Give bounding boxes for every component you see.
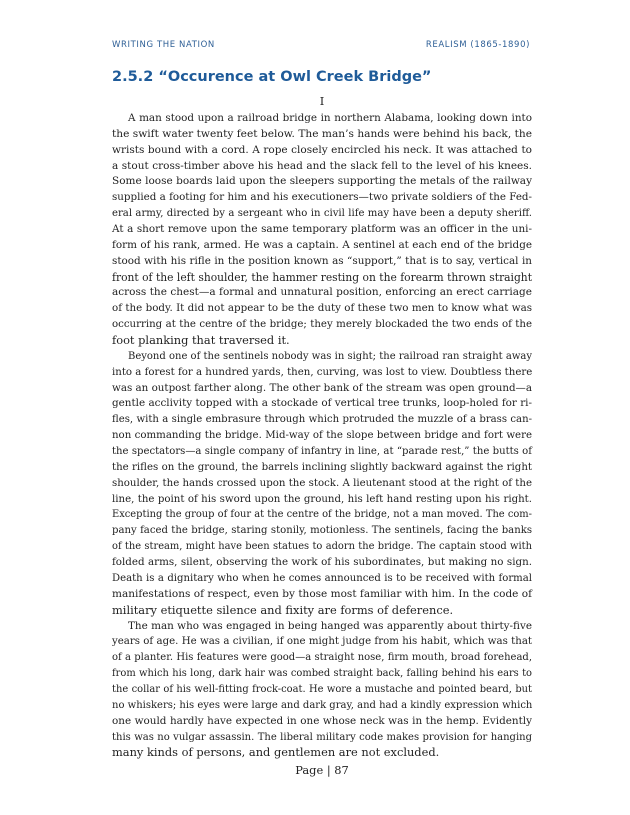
text-line: was an outpost farther along. The other bank of the stream was open ground—a: [112, 381, 532, 394]
text-line: the spectators—a single company of infantry in line, at “parade rest,” the butts of: [112, 446, 532, 458]
text-line: form of his rank, armed. He was a captain. A sentinel at each end of the bridge: [112, 238, 532, 251]
running-header-left: WRITING THE NATION: [112, 40, 215, 50]
text-line: military etiquette silence and fixity are forms of deference.: [112, 602, 454, 617]
text-line: of the stream, might have been statues to adorn the bridge. The captain stood with: [112, 541, 532, 553]
paragraph: [112, 111, 532, 349]
text-line: the collar of his well-fitting frock-coat. He wore a mustache and pointed beard, but: [112, 683, 532, 695]
text-line: eral army, directed by a sergeant who in civil life may have been a deputy sheriff.: [112, 208, 532, 220]
text-line: A man stood upon a railroad bridge in northern Alabama, looking down into: [128, 112, 532, 124]
text-line: this was no vulgar assassin. The liberal military code makes provision for hanging: [112, 731, 532, 743]
text-line: non commanding the bridge. Mid-way of the slope between bridge and fort were: [112, 430, 532, 442]
text-line: shoulder, the hands crossed upon the stock. A lieutenant stood at the right of the: [112, 477, 532, 489]
text-line: wrists bound with a cord. A rope closely encircled his neck. It was attached to: [112, 143, 532, 156]
text-line: At a short remove upon the same temporary platform was an officer in the uni-: [112, 223, 532, 236]
text-line: gentle acclivity topped with a stockade of vertical tree trunks, loop-holed for ri-: [112, 397, 532, 410]
text-line: stood with his rifle in the position known as “support,” that is to say, vertical in: [112, 254, 532, 267]
text-line: manifestations of respect, even by those most familiar with him. In the code of: [112, 587, 532, 600]
text-line: Excepting the group of four at the centre of the bridge, not a man moved. The com-: [112, 509, 532, 521]
text-line: the rifles on the ground, the barrels inclining slightly backward against the right: [112, 461, 532, 473]
text-line: Beyond one of the sentinels nobody was in sight; the railroad ran straight away: [128, 350, 532, 362]
text-line: no whiskers; his eyes were large and dark gray, and had a kindly expression which: [112, 699, 533, 711]
paragraph: [112, 619, 532, 762]
text-line: folded arms, silent, observing the work of his subordinates, but making no sign.: [112, 556, 532, 569]
text-line: front of the left shoulder, the hammer resting on the forearm thrown straight: [112, 270, 532, 284]
text-line: one would hardly have expected in one whose neck was in the hemp. Evidently: [112, 714, 532, 727]
text-line: line, the point of his sword upon the ground, his left hand resting upon his right.: [112, 493, 532, 505]
page-number: Page | 87: [295, 763, 349, 777]
paragraph: [112, 349, 532, 619]
text-line: Death is a dignitary who when he comes announced is to be received with formal: [112, 572, 532, 584]
text-line: fles, with a single embrasure through which protruded the muzzle of a brass can-: [112, 414, 532, 426]
text-line: years of age. He was a civilian, if one might judge from his habit, which was that: [112, 636, 532, 648]
text-line: the swift water twenty feet below. The man’s hands were behind his back, the: [112, 127, 532, 140]
running-header-right: REALISM (1865-1890): [425, 40, 530, 50]
text-line: across the chest—a formal and unnatural position, enforcing an erect carriage: [112, 286, 532, 299]
text-line: pany faced the bridge, staring stonily, motionless. The sentinels, facing the banks: [112, 525, 532, 537]
story-body: [112, 111, 532, 761]
section-title: 2.5.2 “Occurence at Owl Creek Bridge”: [112, 69, 432, 85]
running-header: [112, 40, 530, 50]
text-line: a stout cross-timber above his head and the slack fell to the level of his knees.: [112, 159, 532, 172]
text-line: supplied a footing for him and his executioners—two private soldiers of the Fed-: [112, 191, 532, 204]
text-line: of a planter. His features were good—a straight nose, firm mouth, broad forehead,: [112, 652, 532, 664]
text-line: of the body. It did not appear to be the duty of these two men to know what was: [112, 302, 532, 315]
text-line: into a forest for a hundred yards, then, curving, was lost to view. Doubtless there: [112, 366, 533, 378]
text-line: The man who was engaged in being hanged was apparently about thirty-five: [128, 619, 532, 632]
text-line: foot planking that traversed it.: [112, 333, 290, 348]
text-line: Some loose boards laid upon the sleepers supporting the metals of the railway: [112, 175, 532, 188]
part-numeral: I: [319, 94, 325, 108]
text-line: many kinds of persons, and gentlemen are not excluded.: [112, 745, 440, 760]
text-line: occurring at the centre of the bridge; they merely blockaded the two ends of the: [112, 319, 532, 331]
text-line: from which his long, dark hair was combed straight back, falling behind his ears to: [112, 668, 532, 680]
